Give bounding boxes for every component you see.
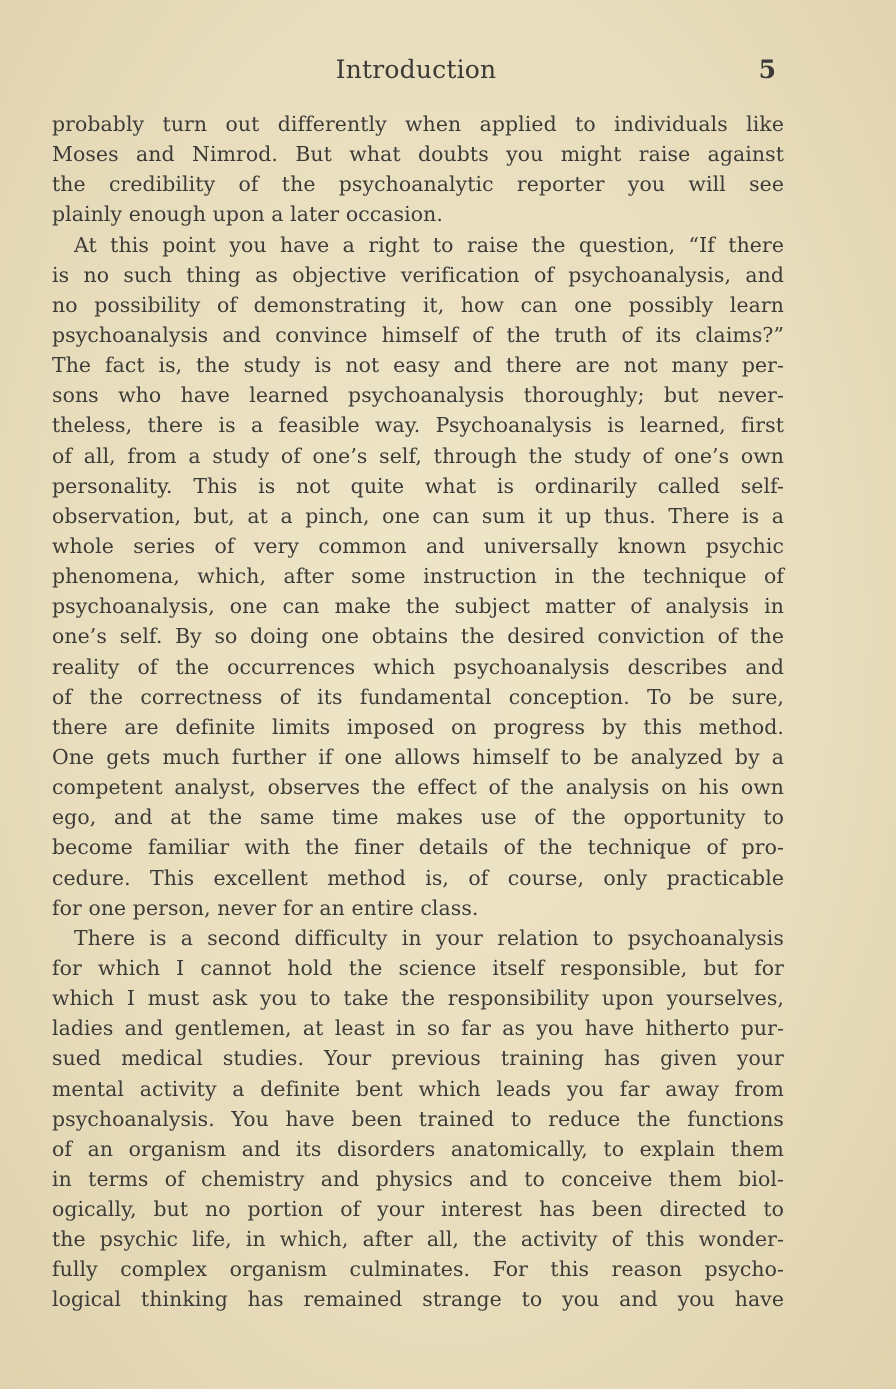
text-line: At this point you have a right to raise the question, “If there bbox=[74, 232, 784, 257]
paragraph bbox=[52, 230, 784, 923]
text-line: no possibility of demonstrating it, how can one possibly learn bbox=[52, 292, 784, 317]
running-head: Introduction bbox=[335, 55, 497, 84]
text-line: whole series of very common and universally known psychic bbox=[52, 533, 784, 558]
text-line: in terms of chemistry and physics and to conceive them biol- bbox=[52, 1166, 784, 1191]
text-line: plainly enough upon a later occasion. bbox=[52, 202, 443, 227]
text-line: one’s self. By so doing one obtains the desired conviction of the bbox=[52, 624, 784, 649]
text-line: is no such thing as objective verification of psychoanalysis, and bbox=[52, 262, 784, 287]
text-line: personality. This is not quite what is ordinarily called self- bbox=[52, 473, 784, 498]
text-line: of all, from a study of one’s self, through the study of one’s own bbox=[52, 443, 784, 468]
text-line: phenomena, which, after some instruction in the technique of bbox=[52, 564, 784, 589]
text-line: of an organism and its disorders anatomically, to explain them bbox=[52, 1136, 784, 1161]
text-line: mental activity a definite bent which leads you far away from bbox=[52, 1076, 784, 1101]
text-line: probably turn out differently when applied to individuals like bbox=[52, 112, 784, 136]
text-line: Moses and Nimrod. But what doubts you might raise against bbox=[52, 142, 784, 167]
text-line: ogically, but no portion of your interest has been directed to bbox=[52, 1197, 784, 1222]
text-line: for one person, never for an entire class. bbox=[52, 895, 479, 920]
text-line: psychoanalysis, one can make the subject matter of analysis in bbox=[52, 594, 784, 619]
text-line: ladies and gentlemen, at least in so far as you have hitherto pur- bbox=[52, 1016, 784, 1041]
text-line: for which I cannot hold the science itself responsible, but for bbox=[52, 955, 784, 980]
text-line: become familiar with the finer details of the technique of pro- bbox=[52, 835, 784, 860]
body-text bbox=[52, 109, 784, 1315]
text-line: the psychic life, in which, after all, the activity of this wonder- bbox=[52, 1227, 784, 1252]
text-line: psychoanalysis. You have been trained to reduce the functions bbox=[52, 1106, 784, 1131]
text-line: sons who have learned psychoanalysis thoroughly; but never- bbox=[52, 383, 784, 408]
text-line: there are definite limits imposed on progress by this method. bbox=[52, 714, 784, 739]
text-line: ego, and at the same time makes use of the opportunity to bbox=[52, 805, 784, 830]
text-line: fully complex organism culminates. For this reason psycho- bbox=[52, 1257, 784, 1282]
text-line: The fact is, the study is not easy and there are not many per- bbox=[52, 353, 784, 378]
text-line: sued medical studies. Your previous training has given your bbox=[52, 1046, 784, 1071]
text-line: logical thinking has remained strange to you and you have bbox=[52, 1287, 784, 1312]
text-line: competent analyst, observes the effect of the analysis on his own bbox=[52, 775, 784, 800]
text-line: psychoanalysis and convince himself of the truth of its claims?” bbox=[52, 322, 784, 347]
text-line: of the correctness of its fundamental conception. To be sure, bbox=[52, 684, 784, 709]
text-line: which I must ask you to take the responsibility upon yourselves, bbox=[52, 986, 784, 1011]
text-line: There is a second difficulty in your relation to psychoanalysis bbox=[74, 925, 784, 950]
text-line: theless, there is a feasible way. Psychoanalysis is learned, first bbox=[52, 413, 784, 438]
text-line: reality of the occurrences which psychoanalysis describes and bbox=[52, 654, 784, 679]
paragraph bbox=[52, 109, 784, 230]
page-header bbox=[52, 52, 780, 88]
paragraph bbox=[52, 923, 784, 1315]
text-line: cedure. This excellent method is, of course, only practicable bbox=[52, 865, 784, 890]
text-line: One gets much further if one allows himself to be analyzed by a bbox=[52, 744, 784, 769]
text-line: the credibility of the psychoanalytic reporter you will see bbox=[52, 172, 784, 197]
text-line: observation, but, at a pinch, one can sum it up thus. There is a bbox=[52, 503, 784, 528]
page-number: 5 bbox=[758, 55, 776, 84]
